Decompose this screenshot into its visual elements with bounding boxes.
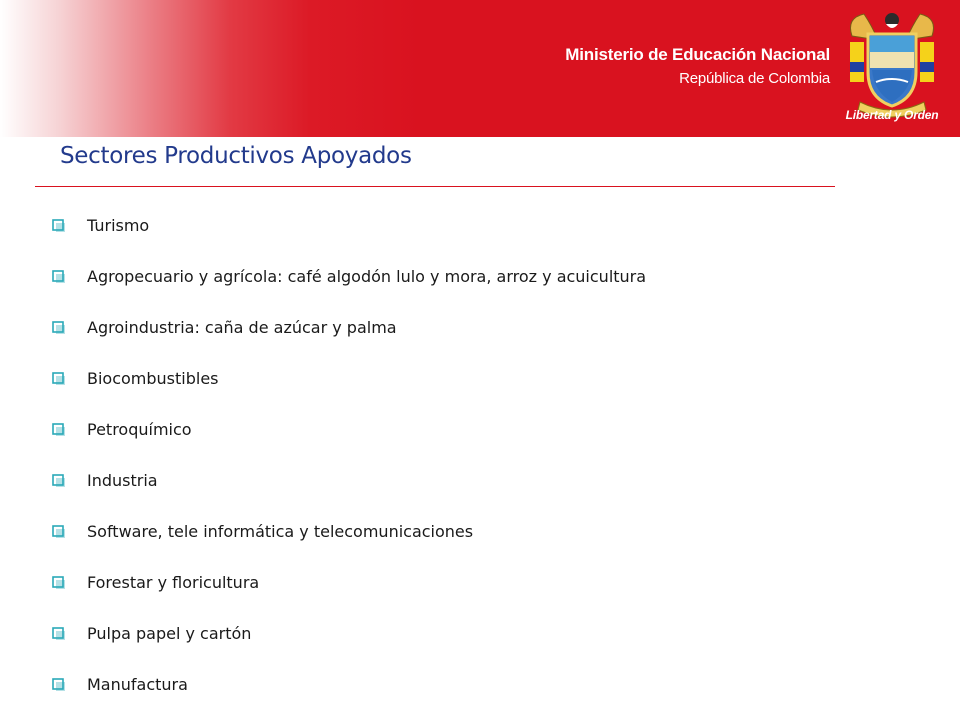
- list-item-label: Software, tele informática y telecomunicaciones: [87, 522, 474, 541]
- checkbox-icon: [52, 627, 66, 641]
- list-item: [52, 659, 646, 710]
- list-item: [52, 557, 646, 608]
- motto: Libertad y Orden: [845, 108, 939, 122]
- list-item-label: Pulpa papel y cartón: [87, 624, 252, 643]
- list-item-label: Industria: [87, 471, 158, 490]
- list-item: [52, 506, 646, 557]
- list-item: [52, 455, 646, 506]
- list-item: [52, 608, 646, 659]
- list-item: [52, 251, 646, 302]
- ministry-name: Ministerio de Educación Nacional: [565, 45, 830, 64]
- checkbox-icon: [52, 372, 66, 386]
- checkbox-icon: [52, 423, 66, 437]
- list-item-label: Agropecuario y agrícola: café algodón lulo y mora, arroz y acuicultura: [87, 267, 647, 286]
- title-divider: [35, 186, 835, 187]
- checkbox-icon: [52, 270, 66, 284]
- list-item-label: Biocombustibles: [87, 369, 219, 388]
- ministry-block: [565, 44, 830, 89]
- checkbox-icon: [52, 576, 66, 590]
- checkbox-icon: [52, 219, 66, 233]
- list-item: [52, 404, 646, 455]
- list-item-label: Agroindustria: caña de azúcar y palma: [87, 318, 397, 337]
- list-item: [52, 302, 646, 353]
- checkbox-icon: [52, 474, 66, 488]
- country-name: República de Colombia: [679, 70, 830, 87]
- list-item: [52, 200, 646, 251]
- list-item-label: Forestar y floricultura: [87, 573, 260, 592]
- checkbox-icon: [52, 678, 66, 692]
- list-item-label: Manufactura: [87, 675, 188, 694]
- slide-title: Sectores Productivos Apoyados: [60, 143, 412, 169]
- list-item-label: Turismo: [87, 216, 150, 235]
- sector-list: [52, 200, 646, 710]
- checkbox-icon: [52, 321, 66, 335]
- list-item-label: Petroquímico: [87, 420, 192, 439]
- checkbox-icon: [52, 525, 66, 539]
- list-item: [52, 353, 646, 404]
